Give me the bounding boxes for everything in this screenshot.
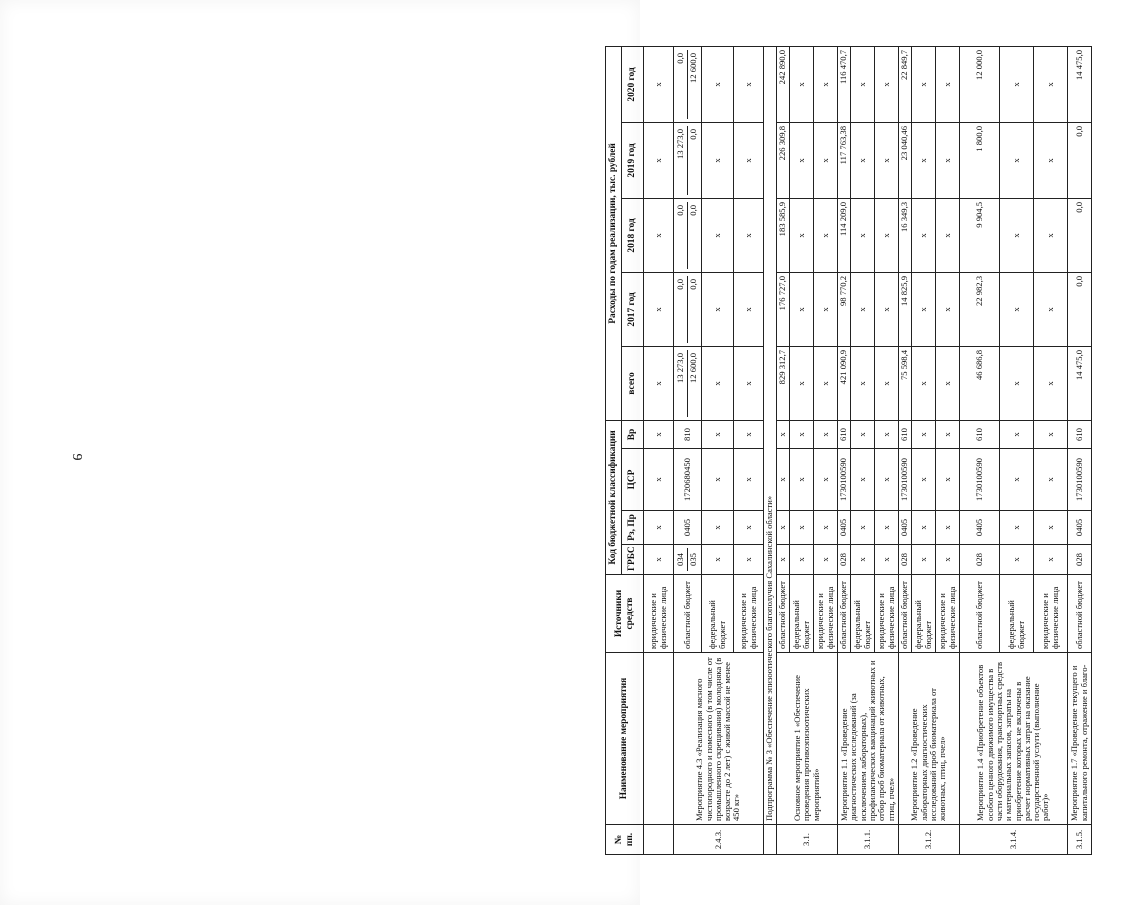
cell — [644, 825, 674, 855]
cell: 14 825,9 — [899, 272, 912, 346]
cell: x — [936, 272, 960, 346]
cell: 46 686,8 — [960, 346, 1000, 420]
y2020-cell — [674, 46, 702, 122]
header-grbs: ГРБС — [622, 545, 644, 575]
header-2018: 2018 год — [622, 198, 644, 272]
cell: x — [875, 346, 899, 420]
cell: x — [1000, 545, 1034, 575]
cell: 028 — [960, 545, 1000, 575]
cell: x — [1034, 449, 1068, 511]
table-row — [674, 46, 702, 854]
table-row — [899, 46, 912, 854]
header-no: № пп. — [606, 825, 644, 855]
cell: 0,0 — [1068, 122, 1092, 198]
cell: 028 — [899, 545, 912, 575]
cell: x — [790, 511, 814, 545]
cell: 421 090,9 — [838, 346, 851, 420]
cell: 0405 — [960, 511, 1000, 545]
source-cell: областной бюджет — [899, 575, 912, 653]
measure-name: Мероприятие 1.7 «Проведение текущего и капитального ремонта, отражение и благо- — [1068, 653, 1092, 825]
cell: x — [777, 449, 790, 511]
header-csr: ЦСР — [622, 449, 644, 511]
cell: x — [1000, 420, 1034, 448]
measure-name: Мероприятие 1.2 «Проведение лабораторных диагностических исследований проб биоматериала от животных, птиц, пчел» — [899, 653, 960, 825]
cell: x — [851, 449, 875, 511]
source-cell: областной бюджет — [777, 575, 790, 653]
total-cell — [674, 346, 702, 420]
cell: x — [702, 272, 734, 346]
y2018-cell — [674, 198, 702, 272]
cell: x — [1000, 122, 1034, 198]
header-expenses: Расходы по годам реализации, тыс. рублей — [606, 46, 622, 420]
cell: x — [912, 122, 936, 198]
cell: 98 770,2 — [838, 272, 851, 346]
table-row — [764, 46, 777, 854]
cell: 75 598,4 — [899, 346, 912, 420]
cell: 028 — [838, 545, 851, 575]
cell: 14 475,0 — [1068, 346, 1092, 420]
table-row — [1068, 46, 1092, 854]
cell: x — [912, 198, 936, 272]
header-2019: 2019 год — [622, 122, 644, 198]
cell: x — [1000, 449, 1034, 511]
source-cell: федеральный бюджет — [851, 575, 875, 653]
cell: x — [936, 449, 960, 511]
source-cell: федеральный бюджет — [790, 575, 814, 653]
source-cell: федеральный бюджет — [912, 575, 936, 653]
cell: x — [1034, 511, 1068, 545]
grbs-cell — [674, 545, 702, 575]
cell: x — [1000, 46, 1034, 122]
cell: x — [851, 122, 875, 198]
source-cell: областной бюджет — [674, 575, 702, 653]
cell: x — [1000, 198, 1034, 272]
cell: x — [851, 272, 875, 346]
measure-name: Основное мероприятие 1 «Обеспечение проведения противоэпизоотических мероприятий» — [777, 653, 838, 825]
cell: 13 273,0 — [675, 350, 688, 417]
cell: x — [644, 272, 674, 346]
cell: x — [644, 511, 674, 545]
source-cell: юридические и физические лица — [814, 575, 838, 653]
cell: 829 312,7 — [777, 346, 790, 420]
cell: x — [644, 122, 674, 198]
cell: x — [790, 420, 814, 448]
cell: 1730100590 — [838, 449, 851, 511]
cell: x — [702, 449, 734, 511]
cell: 22 849,7 — [899, 46, 912, 122]
cell: 1730100590 — [960, 449, 1000, 511]
source-cell: федеральный бюджет — [1000, 575, 1034, 653]
header-2020: 2020 год — [622, 46, 644, 122]
cell: x — [790, 198, 814, 272]
cell: 0,0 — [688, 204, 698, 216]
cell: x — [644, 46, 674, 122]
source-cell: областной бюджет — [960, 575, 1000, 653]
cell: x — [790, 46, 814, 122]
cell: x — [702, 545, 734, 575]
cell: x — [875, 420, 899, 448]
cell: 0405 — [1068, 511, 1092, 545]
cell: x — [936, 198, 960, 272]
cell: x — [790, 122, 814, 198]
cell: x — [734, 511, 764, 545]
cell: x — [734, 449, 764, 511]
cell: 0,0 — [1068, 198, 1092, 272]
cell: 183 585,9 — [777, 198, 790, 272]
cell: x — [912, 545, 936, 575]
subprogram-title: Подпрограмма № 3 «Обеспечение эпизоотического благополучия Сахалинской области» — [764, 46, 777, 824]
row-number: 3.1.5. — [1068, 825, 1092, 855]
cell: x — [734, 122, 764, 198]
cell: x — [734, 198, 764, 272]
cell: 12 600,0 — [688, 352, 698, 384]
rotated-table-container — [605, 47, 1140, 855]
cell: x — [644, 545, 674, 575]
cell: x — [702, 420, 734, 448]
cell: x — [1034, 545, 1068, 575]
cell: x — [734, 420, 764, 448]
cell: x — [1034, 122, 1068, 198]
cell: x — [912, 272, 936, 346]
cell: 610 — [1068, 420, 1092, 448]
cell: x — [644, 420, 674, 448]
cell: 0,0 — [688, 278, 698, 290]
source-cell: федеральный бюджет — [702, 575, 734, 653]
cell: 034 — [675, 548, 688, 571]
cell: 226 309,8 — [777, 122, 790, 198]
cell: x — [814, 545, 838, 575]
cell: 610 — [960, 420, 1000, 448]
cell: x — [936, 46, 960, 122]
measure-name: Мероприятие 4.3 «Реализация мясного чистопородного и помесного (в том числе от промышленного скрещивания) молодняка (в возрасте до 2 лет) с живой массой не менее 450 кг» — [674, 653, 764, 825]
cell: 810 — [674, 420, 702, 448]
cell: x — [814, 122, 838, 198]
cell: x — [1000, 511, 1034, 545]
cell: x — [814, 511, 838, 545]
cell: x — [777, 511, 790, 545]
cell: 22 982,3 — [960, 272, 1000, 346]
cell: 176 727,0 — [777, 272, 790, 346]
cell: x — [912, 511, 936, 545]
cell: x — [1034, 198, 1068, 272]
row-number: 3.1.4. — [960, 825, 1068, 855]
header-name: Наименование мероприятия — [606, 653, 644, 825]
cell: x — [734, 46, 764, 122]
cell: 0,0 — [675, 276, 688, 343]
cell: x — [936, 511, 960, 545]
measure-name: Мероприятие 1.1 «Проведение диагностических исследований (за исключением лабораторных), профилактических вакцинаций животных и отбор проб биоматериала от животных, птиц, пчел» — [838, 653, 899, 825]
cell: x — [851, 420, 875, 448]
cell: x — [912, 346, 936, 420]
cell: 242 890,0 — [777, 46, 790, 122]
header-rzpr: Рз, Пр — [622, 511, 644, 545]
cell: x — [814, 272, 838, 346]
cell: x — [777, 545, 790, 575]
cell: 1730100590 — [899, 449, 912, 511]
cell — [644, 653, 674, 825]
cell: x — [790, 449, 814, 511]
cell: x — [814, 420, 838, 448]
cell: x — [1000, 346, 1034, 420]
cell: x — [1034, 420, 1068, 448]
cell: x — [936, 420, 960, 448]
cell: 0405 — [899, 511, 912, 545]
cell: x — [851, 511, 875, 545]
cell: x — [875, 449, 899, 511]
cell: x — [814, 346, 838, 420]
cell: x — [644, 346, 674, 420]
header-source: Источники средств — [606, 575, 644, 653]
cell: x — [851, 46, 875, 122]
cell: 23 040,46 — [899, 122, 912, 198]
cell: 9 904,5 — [960, 198, 1000, 272]
cell: x — [875, 122, 899, 198]
cell: 0,0 — [688, 128, 698, 140]
cell: 0,0 — [1068, 272, 1092, 346]
source-cell: юридические и физические лица — [644, 575, 674, 653]
header-2017: 2017 год — [622, 272, 644, 346]
row-number: 3.1.1. — [838, 825, 899, 855]
cell: x — [936, 346, 960, 420]
cell: x — [814, 449, 838, 511]
cell: x — [912, 46, 936, 122]
cell: x — [814, 46, 838, 122]
cell: x — [875, 46, 899, 122]
y2019-cell — [674, 122, 702, 198]
cell: x — [644, 449, 674, 511]
cell: 14 475,0 — [1068, 46, 1092, 122]
measure-name: Мероприятие 1.4 «Приобретение объектов особого ценного движимого имущества в части оборудования, транспортных средств и материальных запасов, затраты на приобретение которых не включены в расчет нормативных затрат на оказание государственной услуги (выполнение работ)» — [960, 653, 1068, 825]
cell: x — [1034, 46, 1068, 122]
cell: x — [790, 545, 814, 575]
cell: x — [851, 545, 875, 575]
cell: 610 — [899, 420, 912, 448]
cell: x — [702, 346, 734, 420]
cell: x — [851, 346, 875, 420]
row-number: 2.4.3. — [674, 825, 764, 855]
cell: 0,0 — [675, 202, 688, 269]
cell: 117 763,38 — [838, 122, 851, 198]
cell: x — [875, 272, 899, 346]
row-number: 3.1.2. — [899, 825, 960, 855]
cell: x — [875, 511, 899, 545]
source-cell: областной бюджет — [838, 575, 851, 653]
source-cell: юридические и физические лица — [1034, 575, 1068, 653]
cell: x — [851, 198, 875, 272]
cell: x — [875, 198, 899, 272]
source-cell: областной бюджет — [1068, 575, 1092, 653]
header-total: всего — [622, 346, 644, 420]
table-row — [838, 46, 851, 854]
cell: 1 800,0 — [960, 122, 1000, 198]
y2017-cell — [674, 272, 702, 346]
cell: 1720680450 — [674, 449, 702, 511]
cell: x — [936, 545, 960, 575]
cell — [764, 825, 777, 855]
table-row — [777, 46, 790, 854]
budget-table — [605, 46, 1092, 855]
cell: x — [702, 511, 734, 545]
cell: x — [814, 198, 838, 272]
cell: 16 349,3 — [899, 198, 912, 272]
cell: 035 — [688, 553, 698, 566]
cell: x — [702, 122, 734, 198]
header-vr: Вр — [622, 420, 644, 448]
cell: 116 470,7 — [838, 46, 851, 122]
cell: x — [912, 420, 936, 448]
cell: 0,0 — [675, 50, 688, 119]
cell: x — [875, 545, 899, 575]
cell: x — [1034, 272, 1068, 346]
cell: 13 273,0 — [675, 126, 688, 195]
cell: x — [702, 46, 734, 122]
cell: x — [1000, 272, 1034, 346]
source-cell: юридические и физические лица — [734, 575, 764, 653]
cell: x — [936, 122, 960, 198]
header-budget-code: Код бюджетной классификации — [606, 420, 622, 574]
source-cell: юридические и физические лица — [875, 575, 899, 653]
cell: 12 600,0 — [688, 52, 698, 84]
cell: 12 000,0 — [960, 46, 1000, 122]
cell: 114 209,0 — [838, 198, 851, 272]
page-number: 9 — [69, 453, 84, 461]
table-row — [960, 46, 1000, 854]
cell: x — [702, 198, 734, 272]
row-number: 3.1. — [777, 825, 838, 855]
cell: x — [734, 272, 764, 346]
cell: 1730100590 — [1068, 449, 1092, 511]
cell: 028 — [1068, 545, 1092, 575]
cell: x — [790, 346, 814, 420]
cell: 0405 — [674, 511, 702, 545]
cell: x — [777, 420, 790, 448]
source-cell: юридические и физические лица — [936, 575, 960, 653]
cell: x — [644, 198, 674, 272]
cell: 610 — [838, 420, 851, 448]
cell: x — [1034, 346, 1068, 420]
cell: 0405 — [838, 511, 851, 545]
cell: x — [912, 449, 936, 511]
cell: x — [734, 545, 764, 575]
cell: x — [734, 346, 764, 420]
cell: x — [790, 272, 814, 346]
table-row — [644, 46, 674, 854]
